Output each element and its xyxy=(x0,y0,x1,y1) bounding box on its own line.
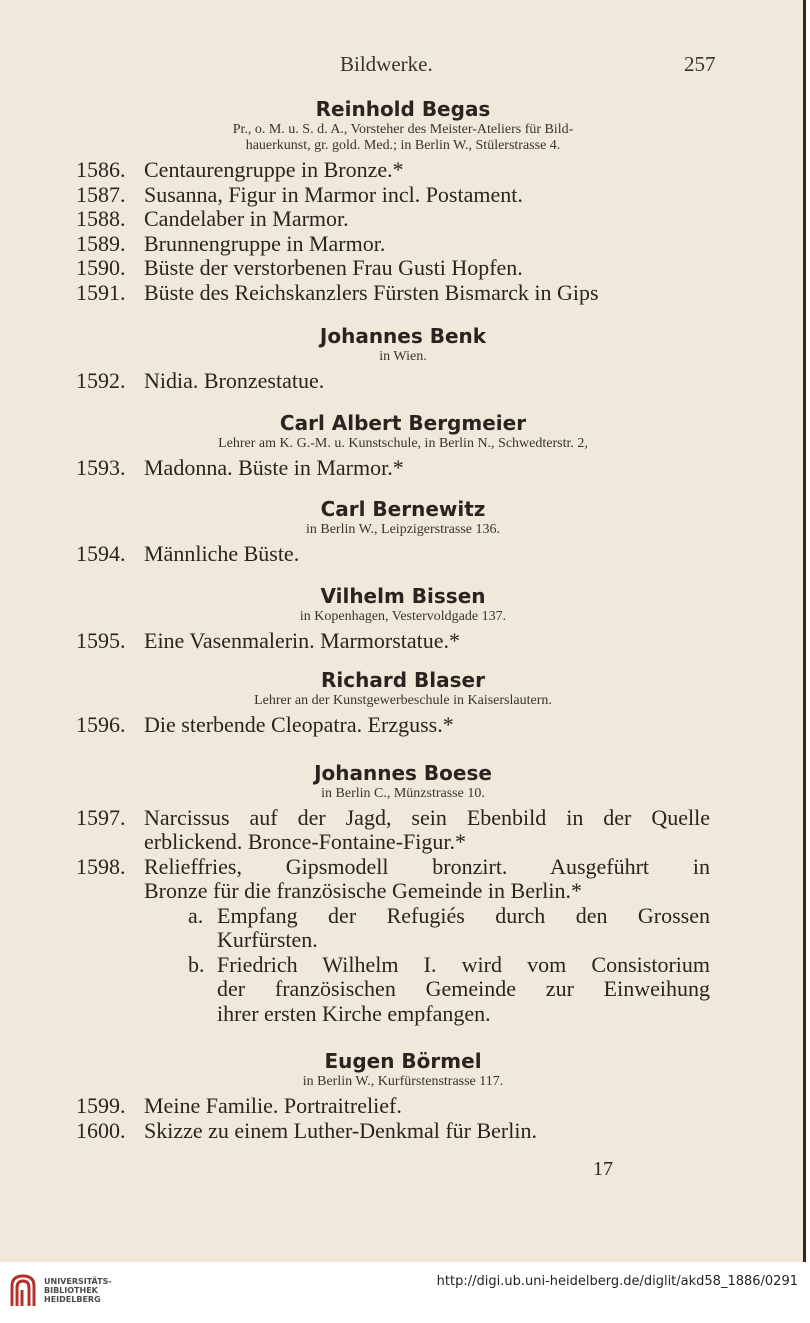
catalog-entry xyxy=(0,806,806,855)
catalog-entry xyxy=(0,158,806,183)
entry-text: Candelaber in Marmor. xyxy=(144,206,349,231)
library-name[interactable] xyxy=(44,1277,112,1304)
artist-section xyxy=(0,1048,806,1143)
artist-details xyxy=(0,522,806,538)
entry-number: 1592. xyxy=(76,368,126,393)
artist-details xyxy=(0,609,806,625)
entry-number: 1587. xyxy=(76,181,126,207)
artist-detail-line: Pr., o. M. u. S. d. A., Vorsteher des Meister-Ateliers für Bild- xyxy=(232,122,574,137)
entry-number: 1593. xyxy=(76,454,126,480)
signature-mark: 17 xyxy=(593,1158,613,1180)
entry-text: Männliche Büste. xyxy=(144,541,300,566)
catalog-entry xyxy=(0,232,806,257)
artist-section xyxy=(0,496,806,567)
entry-text: Brunnengruppe in Marmor. xyxy=(144,230,386,256)
catalog-entry xyxy=(0,1119,806,1144)
subitem-text-line: ihrer ersten Kirche empfangen. xyxy=(217,1000,491,1026)
page-number: 257 xyxy=(684,52,716,76)
running-title: Bildwerke. xyxy=(340,52,433,76)
entry-text: Büste des Reichskanzlers Fürsten Bismarck in Gips xyxy=(144,279,599,305)
artist-name: Vilhelm Bissen xyxy=(320,583,486,608)
subitem-text-line: Friedrich Wilhelm I. wird vom Consistorium xyxy=(217,951,710,977)
artist-details xyxy=(0,436,806,452)
entry-subitems xyxy=(0,904,806,1027)
subitem-text-line: Kurfürsten. xyxy=(217,927,318,952)
entry-text-line: Bronze für die französische Gemeinde in Berlin.* xyxy=(144,878,583,903)
catalog-content xyxy=(0,96,806,1143)
catalog-entry xyxy=(0,542,806,567)
artist-name: Richard Blaser xyxy=(321,668,485,692)
artist-detail-line: in Berlin W., Kurfürstenstrasse 117. xyxy=(302,1074,504,1089)
subitem-text-line: Empfang der Refugiés durch den Grossen xyxy=(217,902,710,928)
library-name-line: BIBLIOTHEK xyxy=(44,1286,98,1295)
artist-details xyxy=(0,349,806,365)
entry-subitem xyxy=(0,904,806,953)
subitem-text-line: der französischen Gemeinde zur Einweihung xyxy=(217,976,710,1001)
library-logo-icon[interactable] xyxy=(8,1272,38,1310)
entry-number: 1598. xyxy=(76,853,126,879)
entry-number: 1588. xyxy=(76,206,126,231)
library-name-line: UNIVERSITÄTS- xyxy=(44,1277,112,1286)
entry-text: Madonna. Büste in Marmor.* xyxy=(144,454,404,480)
entry-number: 1586. xyxy=(76,157,126,182)
entry-number: 1599. xyxy=(76,1093,126,1118)
artist-name: Reinhold Begas xyxy=(315,97,491,121)
catalog-entry xyxy=(0,207,806,232)
artist-detail-line: Lehrer an der Kunstgewerbeschule in Kaiserslautern. xyxy=(254,693,552,708)
entry-text: Susanna, Figur in Marmor incl. Postament. xyxy=(144,181,523,207)
viewer-footer-bar xyxy=(0,1262,810,1323)
artist-detail-line: in Berlin W., Leipzigerstrasse 136. xyxy=(305,522,501,537)
artist-details xyxy=(0,786,806,802)
artist-name: Carl Albert Bergmeier xyxy=(279,410,527,435)
artist-section xyxy=(0,410,806,481)
artist-section xyxy=(0,323,806,394)
entry-text: Die sterbende Cleopatra. Erzguss.* xyxy=(144,712,454,737)
entry-text: Nidia. Bronzestatue. xyxy=(144,368,325,393)
artist-section xyxy=(0,760,806,1027)
page-header xyxy=(0,52,803,78)
entry-text: Meine Familie. Portraitrelief. xyxy=(144,1093,402,1118)
entry-number: 1600. xyxy=(76,1117,126,1143)
artist-details xyxy=(0,693,806,709)
entry-number: 1594. xyxy=(76,541,126,566)
artist-section xyxy=(0,583,806,654)
artist-section xyxy=(0,667,806,738)
artist-detail-line: hauerkunst, gr. gold. Med.; in Berlin W., Stülerstrasse 4. xyxy=(245,138,561,153)
artist-details xyxy=(0,122,806,154)
entry-number: 1597. xyxy=(76,804,126,830)
entry-text-line: erblickend. Bronce-Fontaine-Figur.* xyxy=(144,829,466,854)
entry-text-line: Relieffries, Gipsmodell bronzirt. Ausgeführt in xyxy=(144,853,710,879)
artist-detail-line: in Wien. xyxy=(379,349,427,364)
entry-number: 1589. xyxy=(76,230,126,256)
entry-subitem xyxy=(0,953,806,1027)
subitem-letter: a. xyxy=(188,902,204,928)
catalog-entry xyxy=(0,456,806,481)
artist-name: Johannes Boese xyxy=(314,760,492,785)
entry-number: 1590. xyxy=(76,255,126,280)
artist-section xyxy=(0,96,806,305)
catalog-entry xyxy=(0,281,806,306)
artist-detail-line: in Kopenhagen, Vestervoldgade 137. xyxy=(299,608,507,624)
entry-text-line: Narcissus auf der Jagd, sein Ebenbild in der Quelle xyxy=(144,804,710,830)
entry-text: Skizze zu einem Luther-Denkmal für Berlin. xyxy=(144,1117,537,1143)
entry-text: Eine Vasenmalerin. Marmorstatue.* xyxy=(144,627,461,653)
artist-detail-line: in Berlin C., Münzstrasse 10. xyxy=(321,785,485,801)
subitem-letter: b. xyxy=(188,951,205,977)
catalog-entry xyxy=(0,183,806,208)
catalog-entry xyxy=(0,855,806,904)
catalog-entry xyxy=(0,1094,806,1119)
entry-text: Centaurengruppe in Bronze.* xyxy=(144,157,404,182)
entry-number: 1591. xyxy=(76,279,126,305)
entry-text: Büste der verstorbenen Frau Gusti Hopfen. xyxy=(144,255,523,280)
catalog-entry xyxy=(0,369,806,394)
entry-number: 1596. xyxy=(76,712,126,737)
artist-details xyxy=(0,1074,806,1090)
permalink-url[interactable]: http://digi.ub.uni-heidelberg.de/diglit/akd58_1886/0291 xyxy=(436,1274,798,1289)
artist-name: Carl Bernewitz xyxy=(320,497,486,521)
catalog-entry xyxy=(0,629,806,654)
artist-name: Eugen Börmel xyxy=(324,1049,482,1073)
catalog-entry xyxy=(0,713,806,738)
artist-name: Johannes Benk xyxy=(319,324,487,348)
artist-detail-line: Lehrer am K. G.-M. u. Kunstschule, in Berlin N., Schwedterstr. 2, xyxy=(218,435,588,451)
entry-number: 1595. xyxy=(76,627,126,653)
catalog-entry xyxy=(0,256,806,281)
library-name-line: HEIDELBERG xyxy=(44,1295,101,1304)
